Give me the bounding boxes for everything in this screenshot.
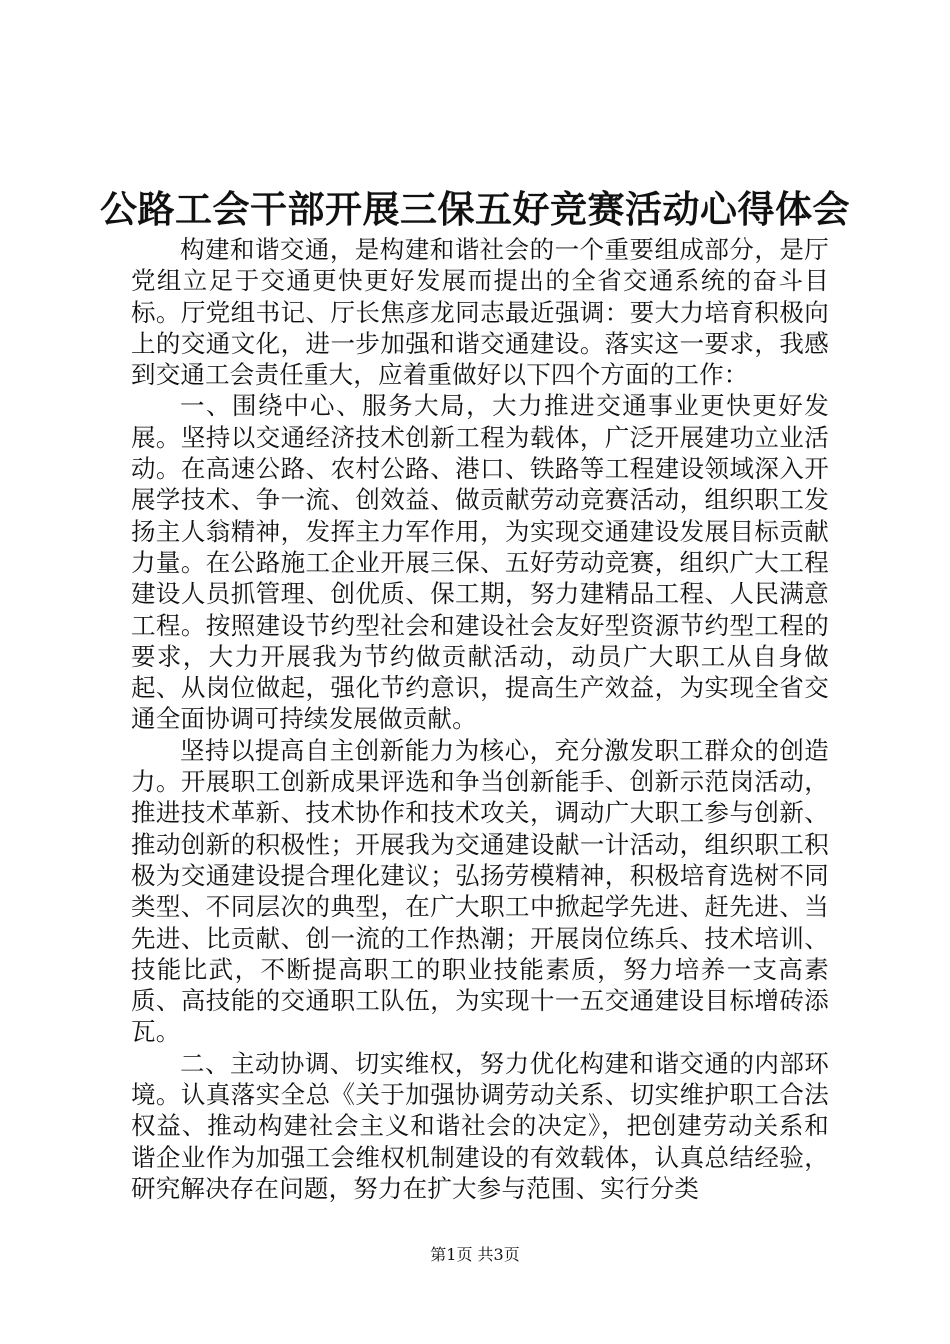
paragraph-section-two: 二、主动协调、切实维权，努力优化构建和谐交通的内部环境。认真落实全总《关于加强协调劳动关系、切实维护职工合法权益、推动构建社会主义和谐社会的决定》，把创建劳动关系和谐企业作为加强工会维权机制建设的有效载体，认真总结经验，研究解决存在问题，努力在扩大参与范围、实行分类: [131, 1048, 829, 1203]
document-title: 公路工会干部开展三保五好竞赛活动心得体会: [100, 187, 850, 231]
document-body: [131, 234, 829, 1204]
paragraph-innovation: 坚持以提高自主创新能力为核心，充分激发职工群众的创造力。开展职工创新成果评选和争当创新能手、创新示范岗活动，推进技术革新、技术协作和技术攻关，调动广大职工参与创新、推动创新的积极性；开展我为交通建设献一计活动，组织职工积极为交通建设提合理化建议；弘扬劳模精神，积极培育选树不同类型、不同层次的典型，在广大职工中掀起学先进、赶先进、当先进、比贡献、创一流的工作热潮；开展岗位练兵、技术培训、技能比武，不断提高职工的职业技能素质，努力培养一支高素质、高技能的交通职工队伍，为实现十一五交通建设目标增砖添瓦。: [131, 735, 829, 1047]
paragraph-intro: 构建和谐交通，是构建和谐社会的一个重要组成部分，是厅党组立足于交通更快更好发展而提出的全省交通系统的奋斗目标。厅党组书记、厅长焦彦龙同志最近强调：要大力培育积极向上的交通文化，进一步加强和谐交通建设。落实这一要求，我感到交通工会责任重大，应着重做好以下四个方面的工作：: [131, 235, 829, 390]
paragraph-section-one: 一、围绕中心、服务大局，大力推进交通事业更快更好发展。坚持以交通经济技术创新工程为载体，广泛开展建功立业活动。在高速公路、农村公路、港口、铁路等工程建设领域深入开展学技术、争一流、创效益、做贡献劳动竞赛活动，组织职工发扬主人翁精神，发挥主力军作用，为实现交通建设发展目标贡献力量。在公路施工企业开展三保、五好劳动竞赛，组织广大工程建设人员抓管理、创优质、保工期，努力建精品工程、人民满意工程。按照建设节约型社会和建设社会友好型资源节约型工程的要求，大力开展我为节约做贡献活动，动员广大职工从自身做起、从岗位做起，强化节约意识，提高生产效益，为实现全省交通全面协调可持续发展做贡献。: [131, 391, 829, 734]
page-number-footer: 第1页 共3页: [430, 1245, 520, 1264]
